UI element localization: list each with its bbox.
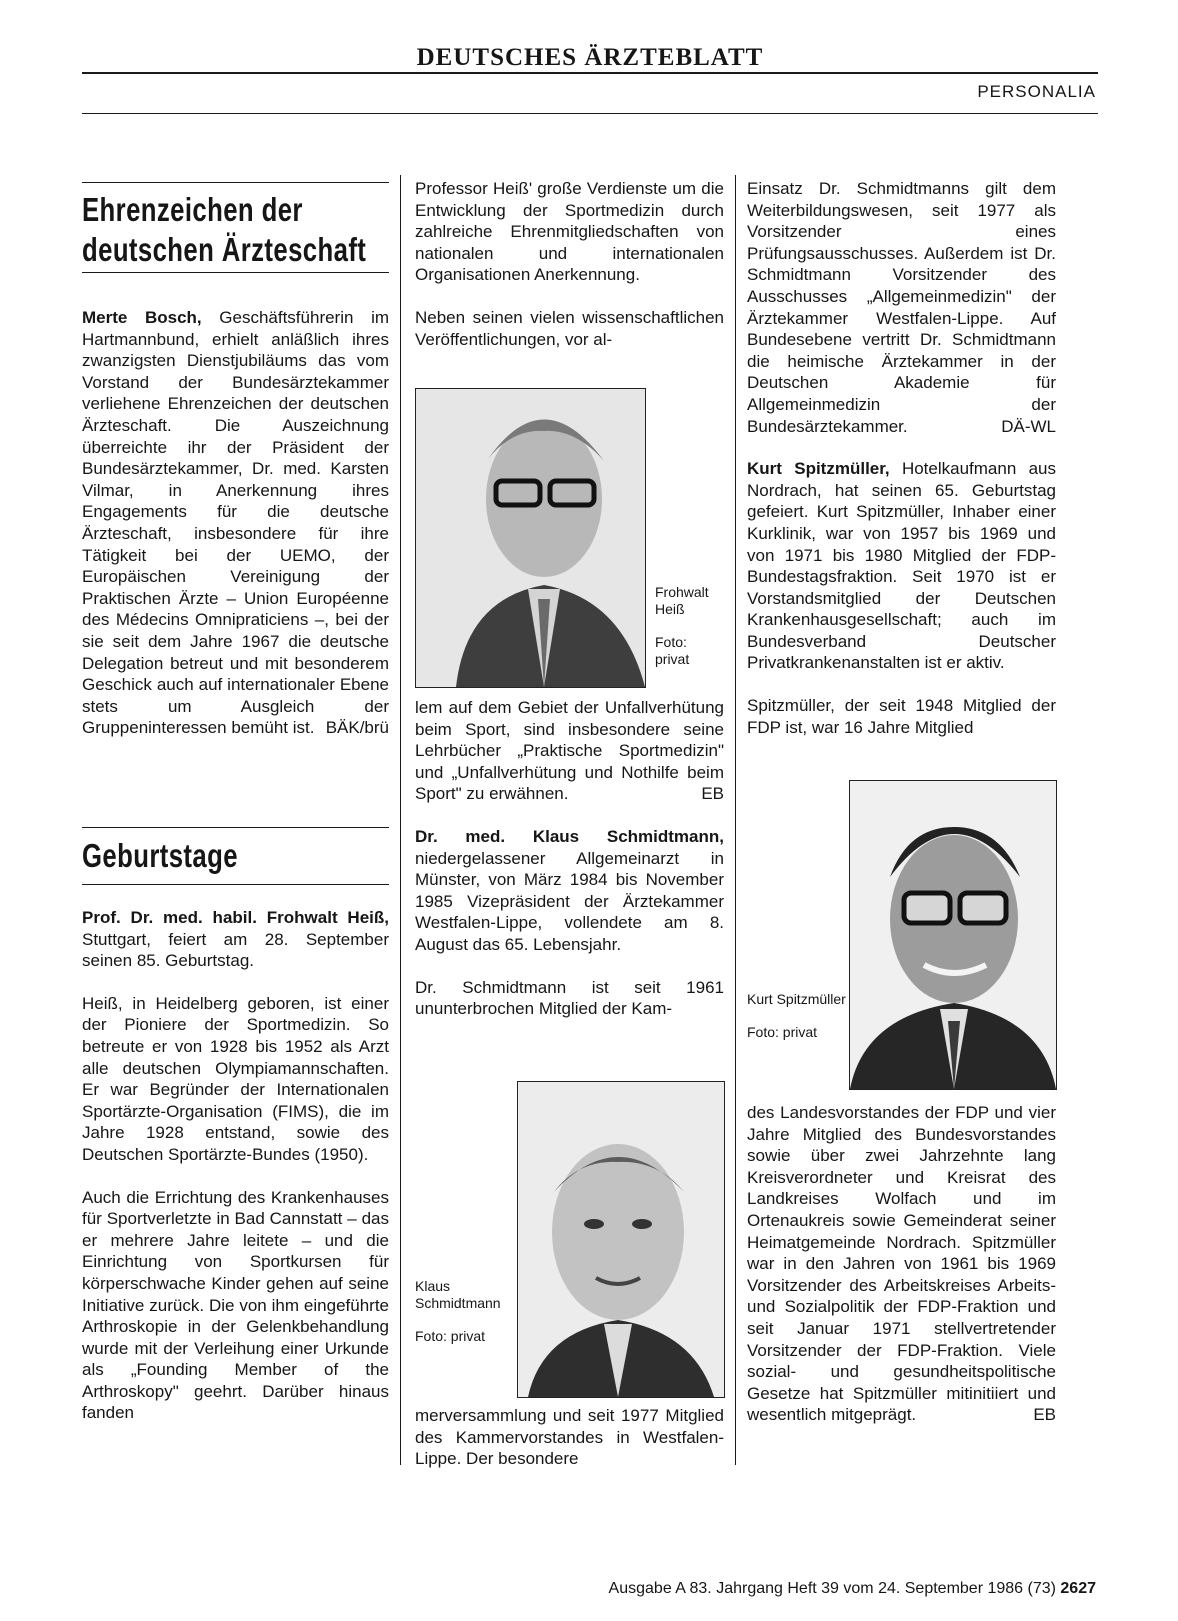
- page-number: 2627: [1060, 1580, 1096, 1597]
- caption-credit: Foto: privat: [655, 634, 690, 667]
- photo-caption-spitzmueller: [747, 991, 847, 1041]
- paragraph-schmidtmann-intro: [415, 826, 724, 956]
- headline1-bottom-rule: [82, 272, 389, 273]
- author-signature: BÄK/brü: [325, 718, 389, 738]
- paragraph-text: Einsatz Dr. Schmidtmanns gilt dem Weiterbildungswesen, seit 1977 als Vorsitzender eines Prüfungsausschusses. Außerdem ist Dr. Schmidtmann Vorsitzender des Ausschusses „Allgemeinmedizin" der Ärztekammer Westfalen-Lippe. Auf Bundesebene vertritt Dr. Schmidtmann die heimische Ärztekammer in der Deutschen Akademie für Allgemeinmedizin der Bundesärztekammer.: [747, 179, 1056, 436]
- column-1-geburtstage: [82, 836, 389, 876]
- person-name: Kurt Spitzmüller,: [747, 459, 890, 479]
- column-2-middle: [415, 697, 724, 1020]
- paragraph-text: Stuttgart, feiert am 28. September seinen 85. Geburtstag.: [82, 929, 389, 971]
- paragraph-text: Hotelkaufmann aus Nordrach, hat seinen 65. Geburtstag gefeiert. Kurt Spitzmüller, Inhaber einer Kurklinik, war von 1957 bis 1969 und von 1971 bis 1980 Mitglied der FDP-Bundestagsfraktion. Seit 1970 ist er Vorstandsmitglied der Deutschen Krankenhausgesellschaft; auch im Bundesverband Deutscher Privatkrankenanstalten ist er aktiv.: [747, 459, 1057, 673]
- paragraph-text: des Landesvorstandes der FDP und vier Jahre Mitglied des Bundesvorstandes sowie über zwei Jahrzehnte lang Kreisverordneter und Kreisrat des Landkreises Wolfach und im Ortenaukreis sowie Gemeinderat seiner Heimatgemeinde Nordrach. Spitzmüller war in den Jahren von 1961 bis 1969 Vorsitzender des Arbeitskreises Arbeits- und Sozialpolitik der FDP-Fraktion und seit Januar 1971 stellvertretender Vorsitzender der FDP-Fraktion. Viele sozial- und gesundheitspolitische Gesetze hat Spitzmüller mitinitiiert und wesentlich mitgeprägt.: [747, 1103, 1056, 1425]
- paragraph-heiss-intro: [82, 907, 389, 972]
- column-3-bottom: [747, 1102, 1056, 1426]
- column-1: [82, 190, 389, 270]
- paragraph-schmidtmann-board: merversammlung und seit 1977 Mitglied des Kammervorstandes in Westfalen-Lippe. Der besondere: [415, 1406, 724, 1469]
- photo-caption-schmidtmann: [415, 1278, 510, 1345]
- paragraph-bosch: [82, 307, 389, 739]
- portrait-spitzmueller-image: [850, 781, 1056, 1089]
- photo-caption-heiss: [655, 584, 725, 668]
- paragraph-text: Geschäftsführerin im Hartmannbund, erhielt anläßlich ihres zwanzigsten Dienstjubiläums das vom Vorstand der Bundesärztekammer verliehene Ehrenzeichen der deutschen Ärzteschaft. Die Auszeichnung überreichte ihr der Präsident der Bundesärztekammer, Dr. med. Karsten Vilmar, in Anerkennung ihres Engagements für die deutsche Ärzteschaft, insbesondere für ihre Tätigkeit bei der UEMO, der Europäischen Vereinigung der Praktischen Ärzte – Union Européenne des Médecins Omnipraticiens –, bei der sie seit dem Jahre 1967 die deutsche Delegation betreut und mit besonderem Geschick auch auf internationaler Ebene stets um Ausgleich der Gruppeninteressen bemüht ist.: [82, 308, 390, 738]
- paragraph-spitzmueller-career: [747, 1102, 1056, 1426]
- paragraph-text: lem auf dem Gebiet der Unfallverhütung beim Sport, sind insbesondere seine Lehrbücher „Praktische Sportmedizin" und „Unfallverhütung und Nothilfe beim Sport" zu erwähnen.: [415, 698, 724, 804]
- caption-name: Frohwalt Heiß: [655, 584, 709, 617]
- caption-name: Kurt Spitzmüller: [747, 991, 846, 1007]
- caption-name: Klaus Schmidtmann: [415, 1278, 501, 1311]
- column-2-top: [415, 178, 724, 350]
- paragraph-heiss-honors: Professor Heiß' große Verdienste um die Entwicklung der Sportmedizin durch zahlreiche Ehrenmitgliedschaften von nationalen und internationalen Organisationen Anerkennung.: [415, 179, 724, 285]
- paragraph-spitzmueller-intro: [747, 458, 1056, 674]
- paragraph-text: niedergelassener Allgemeinarzt in Münster, von März 1984 bis November 1985 Vizepräsident der Ärztekammer Westfalen-Lippe, vollendete am 8. August das 65. Lebensjahr.: [415, 848, 724, 954]
- paragraph-heiss-books: [415, 697, 724, 805]
- paragraph-schmidtmann-weiterbildung: [747, 178, 1056, 437]
- portrait-heiss-image: [416, 389, 645, 687]
- headline-line: Ehrenzeichen der: [82, 191, 303, 228]
- masthead: DEUTSCHES ÄRZTEBLATT: [416, 44, 764, 71]
- person-name: Merte Bosch,: [82, 308, 202, 327]
- headline2-bottom-rule: [82, 884, 389, 885]
- column-2-bottom: [415, 1405, 724, 1470]
- masthead-rule: [82, 72, 1098, 74]
- portrait-photo-spitzmueller: [849, 780, 1057, 1090]
- portrait-schmidtmann-image: [518, 1082, 724, 1397]
- headline-geburtstage: Geburtstage: [82, 837, 238, 874]
- section-label: PERSONALIA: [977, 82, 1096, 101]
- caption-credit: Foto: privat: [747, 1024, 818, 1040]
- headline2-top-rule: [82, 827, 389, 828]
- portrait-photo-schmidtmann: [517, 1081, 725, 1398]
- author-signature: EB: [701, 784, 724, 804]
- section-rule: [82, 113, 1098, 114]
- issue-info: Ausgabe A 83. Jahrgang Heft 39 vom 24. September 1986 (73): [608, 1580, 1056, 1597]
- paragraph-heiss-initiatives: Auch die Errichtung des Krankenhauses für Sportverletzte in Bad Cannstatt – das er mehrere Jahre leitete – und die Einrichtung von Sportkursen für körperschwache Kinder gehen auf seine Initiative zurück. Die von ihm eingeführte Arthroskopie in der Gelenkbehandlung wurde mit der Verleihung einer Urkunde als „Founding Member of the Arthroskopy" geehrt. Darüber hinaus fanden: [82, 1187, 389, 1423]
- author-signature: EB: [1033, 1405, 1056, 1425]
- headline-ehrenzeichen: [82, 190, 367, 270]
- headline1-top-rule: [82, 182, 389, 183]
- paragraph-spitzmueller-fdp: Spitzmüller, der seit 1948 Mitglied der FDP ist, war 16 Jahre Mitglied: [747, 696, 1056, 737]
- author-signature: DÄ-WL: [1001, 416, 1056, 436]
- column-divider: [735, 175, 736, 1465]
- page-footer: [609, 1580, 1096, 1598]
- caption-credit: Foto: privat: [415, 1328, 486, 1344]
- column-3-top: [747, 178, 1056, 738]
- portrait-photo-heiss: [415, 388, 646, 688]
- headline-line: deutschen Ärzteschaft: [82, 231, 367, 268]
- column-1-body-bottom: [82, 907, 389, 1424]
- paragraph-heiss-career: Heiß, in Heidelberg geboren, ist einer der Pioniere der Sportmedizin. So betreute er von 1928 bis 1952 als Arzt alle deutschen Olympiamannschaften. Er war Begründer der Internationalen Sportärzte-Organisation (FIMS), die im Jahre 1928 entstand, sowie des Deutschen Sportärzte-Bundes (1950).: [82, 993, 389, 1164]
- person-name: Dr. med. Klaus Schmidtmann,: [415, 826, 724, 846]
- paragraph-schmidtmann-member: Dr. Schmidtmann ist seit 1961 ununterbrochen Mitglied der Kam-: [415, 977, 724, 1019]
- column-1-body-top: [82, 307, 389, 739]
- paragraph-heiss-publications: Neben seinen vielen wissenschaftlichen Veröffentlichungen, vor al-: [415, 307, 724, 349]
- person-name: Prof. Dr. med. habil. Frohwalt Heiß,: [82, 908, 389, 927]
- column-divider: [400, 175, 401, 1465]
